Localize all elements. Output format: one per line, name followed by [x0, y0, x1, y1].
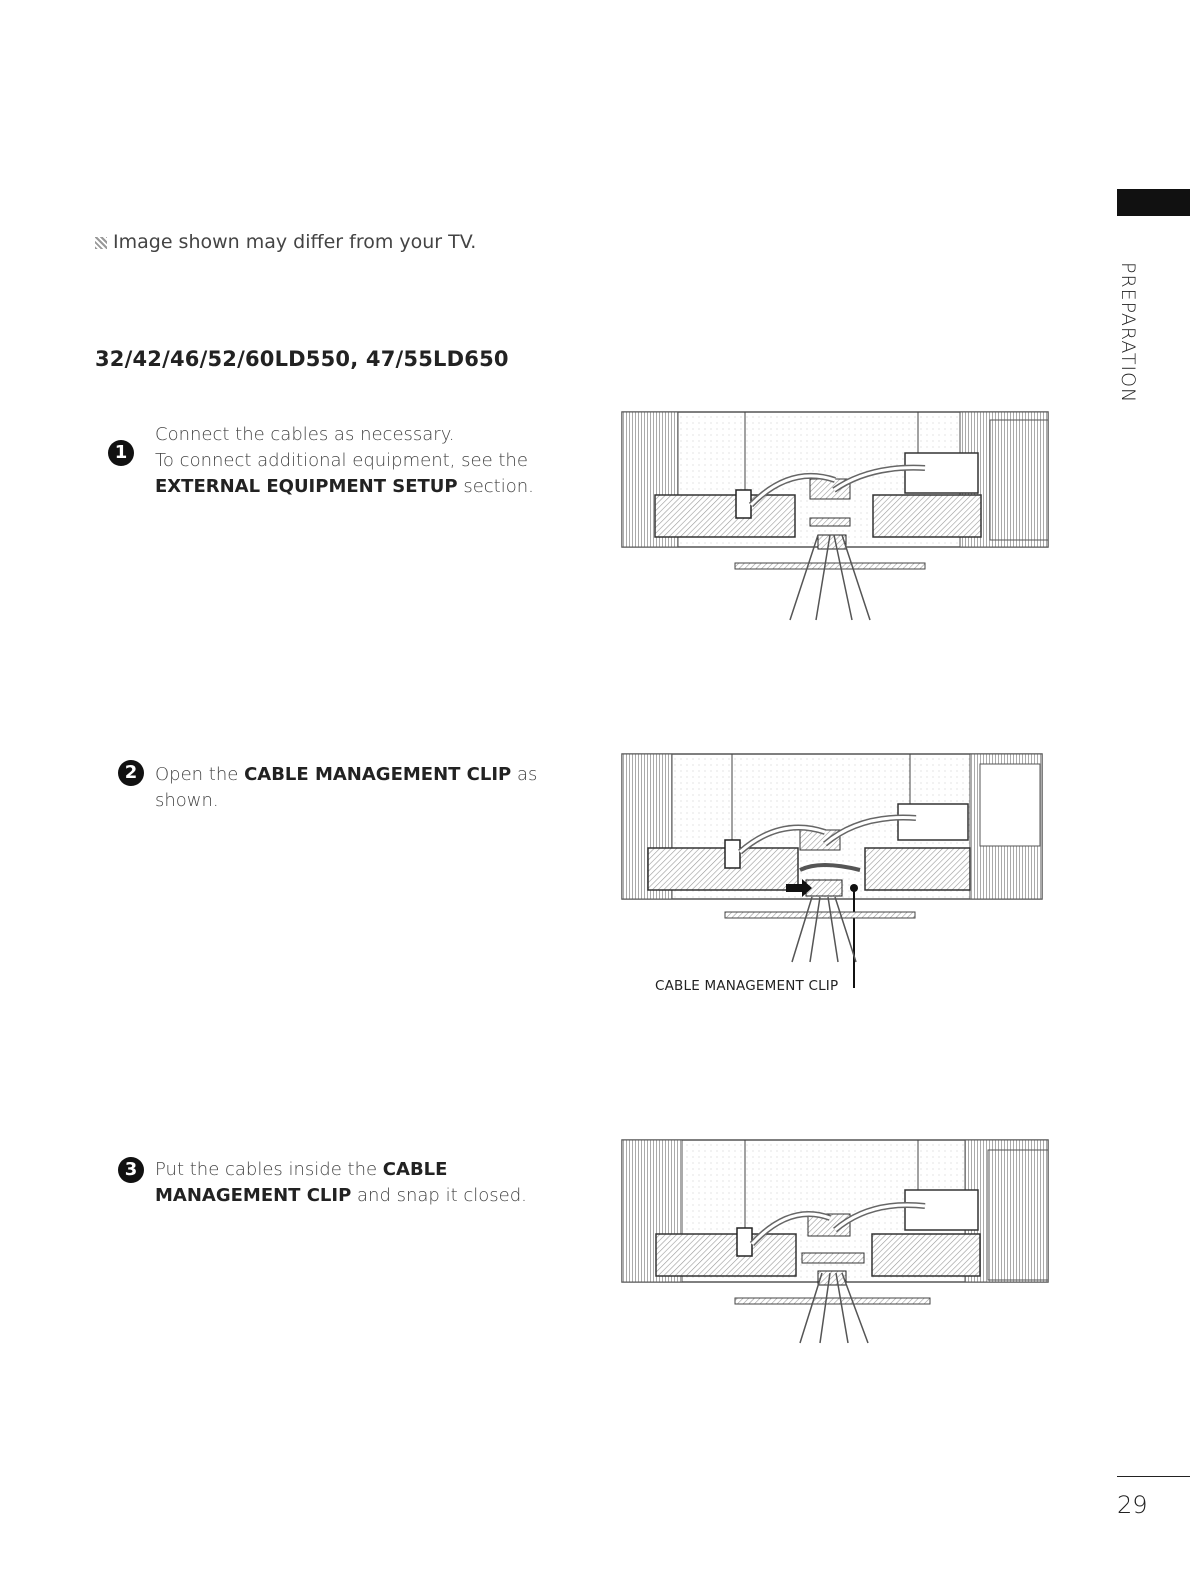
figure-2-tv-rear-open-clip	[620, 752, 1060, 997]
footer-rule	[1117, 1476, 1190, 1477]
note-bullet-icon	[95, 237, 107, 249]
section-label: PREPARATION	[1117, 262, 1139, 404]
step-2-bold: CABLE MANAGEMENT CLIP	[244, 764, 512, 785]
step-1-line2: To connect additional equipment, see the	[155, 450, 528, 471]
figure-3-tv-rear-closed-clip	[620, 1138, 1060, 1348]
step-3-post: and snap it closed.	[351, 1185, 527, 1206]
figure-1-tv-rear	[620, 410, 1060, 625]
step-3-bold: CABLE MANAGEMENT CLIP	[155, 1159, 448, 1206]
step-1-line1: Connect the cables as necessary.	[155, 424, 455, 445]
step-2-text	[155, 762, 555, 814]
step-1-number: 1	[108, 440, 134, 466]
step-3-number: 3	[118, 1157, 144, 1183]
step-1-text	[155, 422, 555, 500]
step-2-number: 2	[118, 760, 144, 786]
step-3-pre: Put the cables inside the	[155, 1159, 383, 1180]
section-tab-marker	[1117, 189, 1190, 216]
step-2-post: as shown.	[155, 764, 538, 811]
cable-management-clip-callout: CABLE MANAGEMENT CLIP	[655, 978, 839, 994]
step-1-bold: EXTERNAL EQUIPMENT SETUP	[155, 476, 458, 497]
step-2-pre: Open the	[155, 764, 245, 785]
step-1-line3	[155, 474, 555, 500]
image-note	[95, 231, 476, 253]
page-number: 29	[1117, 1491, 1148, 1519]
model-heading: 32/42/46/52/60LD550, 47/55LD650	[95, 347, 509, 371]
image-note-text: Image shown may differ from your TV.	[113, 231, 477, 253]
step-1-line3-post: section.	[457, 476, 534, 497]
step-3-text	[155, 1157, 555, 1209]
